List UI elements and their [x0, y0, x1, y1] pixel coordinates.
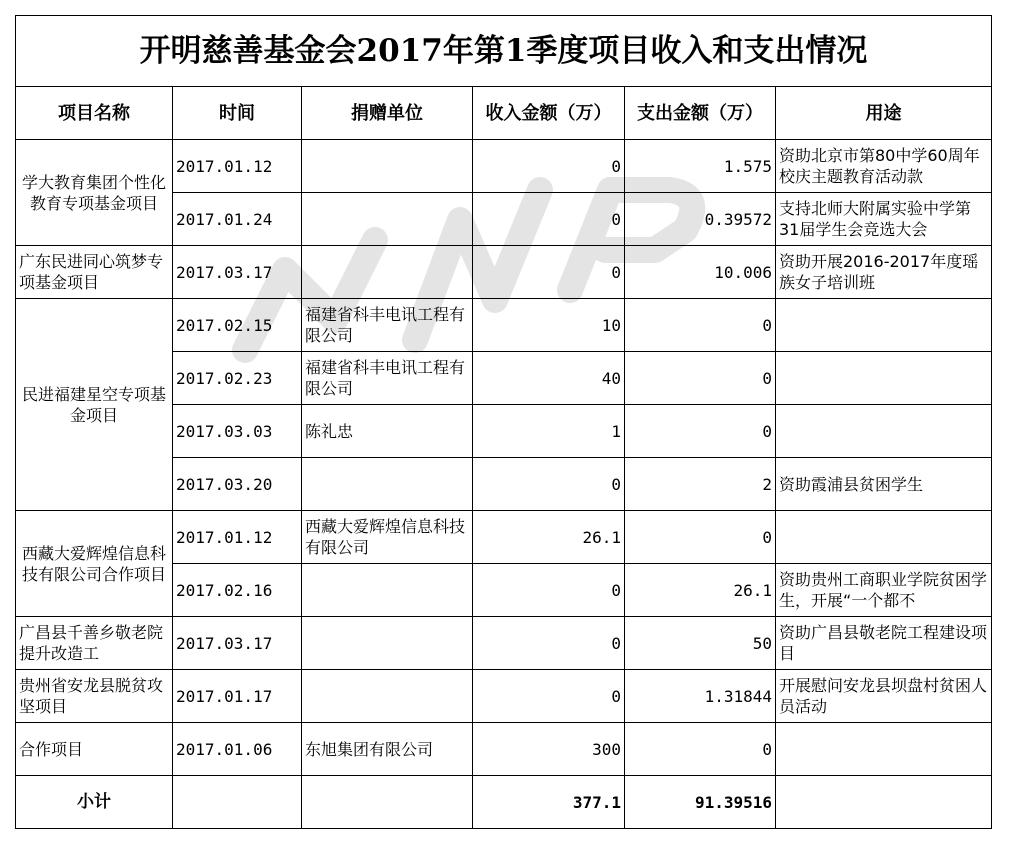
project-name-cell[interactable]: 广东民进同心筑梦专项基金项目	[16, 246, 173, 299]
table-row	[16, 511, 992, 564]
purpose-cell[interactable]	[776, 352, 992, 405]
expense-cell[interactable]: 50	[625, 617, 776, 670]
total-label[interactable]: 小计	[16, 776, 173, 829]
total-row	[16, 776, 992, 829]
income-cell[interactable]: 0	[473, 617, 625, 670]
finance-table	[15, 15, 992, 829]
purpose-cell[interactable]: 资助霞浦县贫困学生	[776, 458, 992, 511]
spreadsheet	[15, 15, 992, 829]
expense-cell[interactable]: 0.39572	[625, 193, 776, 246]
income-cell[interactable]: 300	[473, 723, 625, 776]
expense-cell[interactable]: 2	[625, 458, 776, 511]
purpose-cell[interactable]: 支持北师大附属实验中学第31届学生会竞选大会	[776, 193, 992, 246]
date-cell[interactable]: 2017.02.15	[173, 299, 302, 352]
project-name-cell[interactable]: 合作项目	[16, 723, 173, 776]
project-name-cell[interactable]: 学大教育集团个性化教育专项基金项目	[16, 140, 173, 246]
expense-cell[interactable]: 0	[625, 299, 776, 352]
income-cell[interactable]: 0	[473, 670, 625, 723]
page-title: 开明慈善基金会2017年第1季度项目收入和支出情况	[16, 16, 992, 87]
date-cell[interactable]: 2017.01.12	[173, 511, 302, 564]
expense-cell[interactable]: 0	[625, 352, 776, 405]
table-body	[16, 140, 992, 776]
purpose-cell[interactable]: 资助开展2016-2017年度瑶族女子培训班	[776, 246, 992, 299]
income-cell[interactable]: 0	[473, 193, 625, 246]
expense-cell[interactable]: 26.1	[625, 564, 776, 617]
donor-cell[interactable]: 东旭集团有限公司	[302, 723, 473, 776]
purpose-cell[interactable]: 资助北京市第80中学60周年校庆主题教育活动款	[776, 140, 992, 193]
donor-cell[interactable]	[302, 193, 473, 246]
table-row	[16, 723, 992, 776]
total-purpose-cell[interactable]	[776, 776, 992, 829]
project-name-cell[interactable]: 西藏大爱辉煌信息科技有限公司合作项目	[16, 511, 173, 617]
expense-cell[interactable]: 1.31844	[625, 670, 776, 723]
donor-cell[interactable]	[302, 140, 473, 193]
purpose-cell[interactable]	[776, 299, 992, 352]
table-row	[16, 140, 992, 193]
purpose-cell[interactable]	[776, 511, 992, 564]
purpose-cell[interactable]	[776, 723, 992, 776]
donor-cell[interactable]	[302, 564, 473, 617]
date-cell[interactable]: 2017.03.20	[173, 458, 302, 511]
purpose-cell[interactable]	[776, 405, 992, 458]
expense-cell[interactable]: 0	[625, 405, 776, 458]
donor-cell[interactable]	[302, 246, 473, 299]
table-row	[16, 299, 992, 352]
income-cell[interactable]: 0	[473, 564, 625, 617]
purpose-cell[interactable]: 资助广昌县敬老院工程建设项目	[776, 617, 992, 670]
donor-cell[interactable]	[302, 458, 473, 511]
project-name-cell[interactable]: 广昌县千善乡敬老院提升改造工	[16, 617, 173, 670]
income-cell[interactable]: 0	[473, 140, 625, 193]
donor-cell[interactable]: 陈礼忠	[302, 405, 473, 458]
table-row	[16, 670, 992, 723]
income-cell[interactable]: 1	[473, 405, 625, 458]
income-cell[interactable]: 26.1	[473, 511, 625, 564]
purpose-cell[interactable]: 开展慰问安龙县坝盘村贫困人员活动	[776, 670, 992, 723]
date-cell[interactable]: 2017.01.12	[173, 140, 302, 193]
table-row	[16, 246, 992, 299]
total-income[interactable]: 377.1	[473, 776, 625, 829]
total-date-cell[interactable]	[173, 776, 302, 829]
date-cell[interactable]: 2017.02.23	[173, 352, 302, 405]
total-donor-cell[interactable]	[302, 776, 473, 829]
income-cell[interactable]: 0	[473, 246, 625, 299]
date-cell[interactable]: 2017.01.17	[173, 670, 302, 723]
expense-cell[interactable]: 10.006	[625, 246, 776, 299]
expense-cell[interactable]: 0	[625, 511, 776, 564]
header-donor[interactable]: 捐赠单位	[302, 87, 473, 140]
income-cell[interactable]: 40	[473, 352, 625, 405]
expense-cell[interactable]: 1.575	[625, 140, 776, 193]
date-cell[interactable]: 2017.03.17	[173, 246, 302, 299]
expense-cell[interactable]: 0	[625, 723, 776, 776]
donor-cell[interactable]	[302, 670, 473, 723]
income-cell[interactable]: 10	[473, 299, 625, 352]
header-expense[interactable]: 支出金额（万）	[625, 87, 776, 140]
date-cell[interactable]: 2017.03.17	[173, 617, 302, 670]
date-cell[interactable]: 2017.03.03	[173, 405, 302, 458]
donor-cell[interactable]: 西藏大爱辉煌信息科技有限公司	[302, 511, 473, 564]
donor-cell[interactable]	[302, 617, 473, 670]
date-cell[interactable]: 2017.01.06	[173, 723, 302, 776]
project-name-cell[interactable]: 民进福建星空专项基金项目	[16, 299, 173, 511]
table-row	[16, 617, 992, 670]
total-expense[interactable]: 91.39516	[625, 776, 776, 829]
header-row	[16, 87, 992, 140]
income-cell[interactable]: 0	[473, 458, 625, 511]
header-date[interactable]: 时间	[173, 87, 302, 140]
header-income[interactable]: 收入金额（万）	[473, 87, 625, 140]
date-cell[interactable]: 2017.01.24	[173, 193, 302, 246]
header-project[interactable]: 项目名称	[16, 87, 173, 140]
header-purpose[interactable]: 用途	[776, 87, 992, 140]
donor-cell[interactable]: 福建省科丰电讯工程有限公司	[302, 299, 473, 352]
project-name-cell[interactable]: 贵州省安龙县脱贫攻坚项目	[16, 670, 173, 723]
date-cell[interactable]: 2017.02.16	[173, 564, 302, 617]
donor-cell[interactable]: 福建省科丰电讯工程有限公司	[302, 352, 473, 405]
purpose-cell[interactable]: 资助贵州工商职业学院贫困学生，开展“一个都不	[776, 564, 992, 617]
